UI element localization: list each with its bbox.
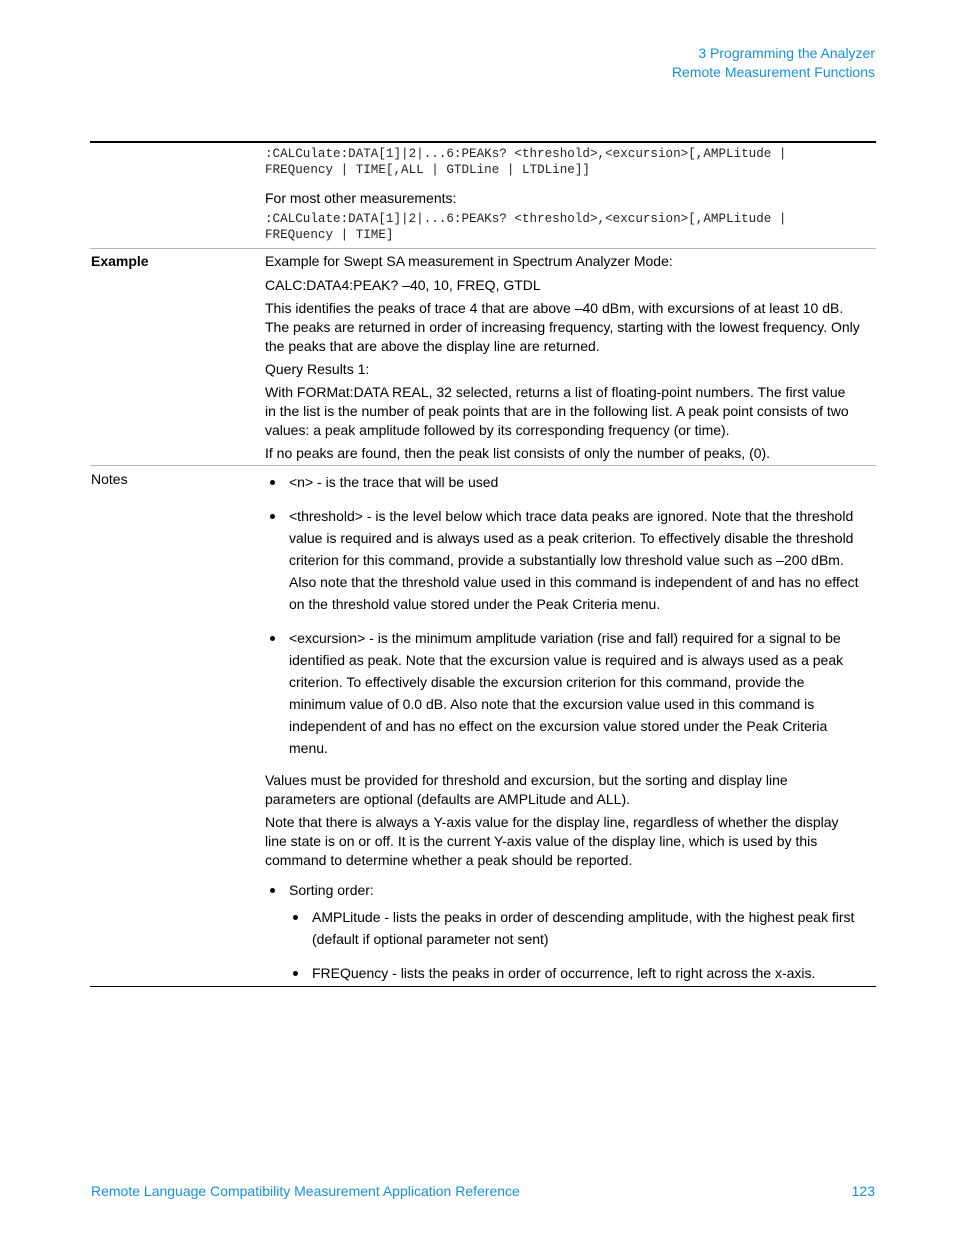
sort-amplitude-item: AMPLitude - lists the peaks in order of descending amplitude, with the highest peak first (default if optional parameter not sent) <box>312 909 855 947</box>
example-label: Example <box>91 253 149 269</box>
bullet-icon <box>270 888 275 893</box>
page-number: 123 <box>851 1183 875 1199</box>
bullet-icon <box>270 636 275 641</box>
bullet-icon <box>293 915 298 920</box>
example-command: CALC:DATA4:PEAK? –40, 10, FREQ, GTDL <box>265 277 541 293</box>
row-divider <box>90 248 876 249</box>
sorting-order-label: Sorting order: <box>289 882 374 898</box>
notes-label: Notes <box>91 471 128 487</box>
syntax-code-line: FREQuency | TIME] <box>265 228 394 242</box>
example-description: This identifies the peaks of trace 4 that are above –40 dBm, with excursions of at least 10 dB. The peaks are returned in order of increasing frequency, starting with the lowest frequency. Only the peaks that are above the display line are returned. <box>265 300 860 354</box>
bullet-n: <n> - is the trace that will be used <box>289 474 499 490</box>
no-peaks-note: If no peaks are found, then the peak list consists of only the number of peaks, (0). <box>265 445 771 461</box>
syntax-code-line: FREQuency | TIME[,ALL | GTDLine | LTDLine]] <box>265 163 590 177</box>
row-divider <box>90 465 876 466</box>
footer-title: Remote Language Compatibility Measurement Application Reference <box>91 1183 520 1199</box>
table-bottom-rule <box>90 986 876 987</box>
bullet-icon <box>270 480 275 485</box>
sort-frequency-item: FREQuency - lists the peaks in order of occurrence, left to right across the x-axis. <box>312 965 816 981</box>
header-section: Remote Measurement Functions <box>671 64 875 80</box>
syntax-code-line: :CALCulate:DATA[1]|2|...6:PEAKs? <threshold>,<excursion>[,AMPLitude | <box>265 212 787 226</box>
display-line-paragraph: Note that there is always a Y-axis value for the display line, regardless of whether the display line state is on or off. It is the current Y-axis value of the display line, which is used by this command to determine whether a peak should be reported. <box>265 814 839 868</box>
bullet-threshold: <threshold> - is the level below which trace data peaks are ignored. Note that the threshold value is required and is always used as a peak criterion. To effectively disable the threshold criterion for this command, provide a substantially low threshold value such as –200 dBm. Also note that the threshold value used in this command is independent of and has no effect on the threshold value stored under the Peak Criteria menu. <box>289 508 859 612</box>
bullet-excursion: <excursion> - is the minimum amplitude variation (rise and fall) required for a signal to be identified as peak. Note that the excursion value is required and is always used as a peak criterion. To effectively disable the excursion criterion for this command, provide the minimum value of 0.0 dB. Also note that the excursion value used in this command is independent of and has no effect on the excursion value stored under the Peak Criteria menu. <box>289 630 844 756</box>
query-results-label: Query Results 1: <box>265 361 370 377</box>
table-top-rule <box>90 141 876 143</box>
query-results-description: With FORMat:DATA REAL, 32 selected, returns a list of floating-point numbers. The first value in the list is the number of peak points that are in the following list. A peak point consists of two values: a peak amplitude followed by its corresponding frequency (or time). <box>265 384 849 438</box>
bullet-icon <box>293 971 298 976</box>
other-measurements-label: For most other measurements: <box>265 190 457 206</box>
example-intro: Example for Swept SA measurement in Spectrum Analyzer Mode: <box>265 253 673 269</box>
syntax-code-line: :CALCulate:DATA[1]|2|...6:PEAKs? <threshold>,<excursion>[,AMPLitude | <box>265 147 787 161</box>
bullet-icon <box>270 514 275 519</box>
values-paragraph: Values must be provided for threshold and excursion, but the sorting and display line parameters are optional (defaults are AMPLitude and ALL). <box>265 772 788 807</box>
header-chapter: 3 Programming the Analyzer <box>698 45 875 61</box>
